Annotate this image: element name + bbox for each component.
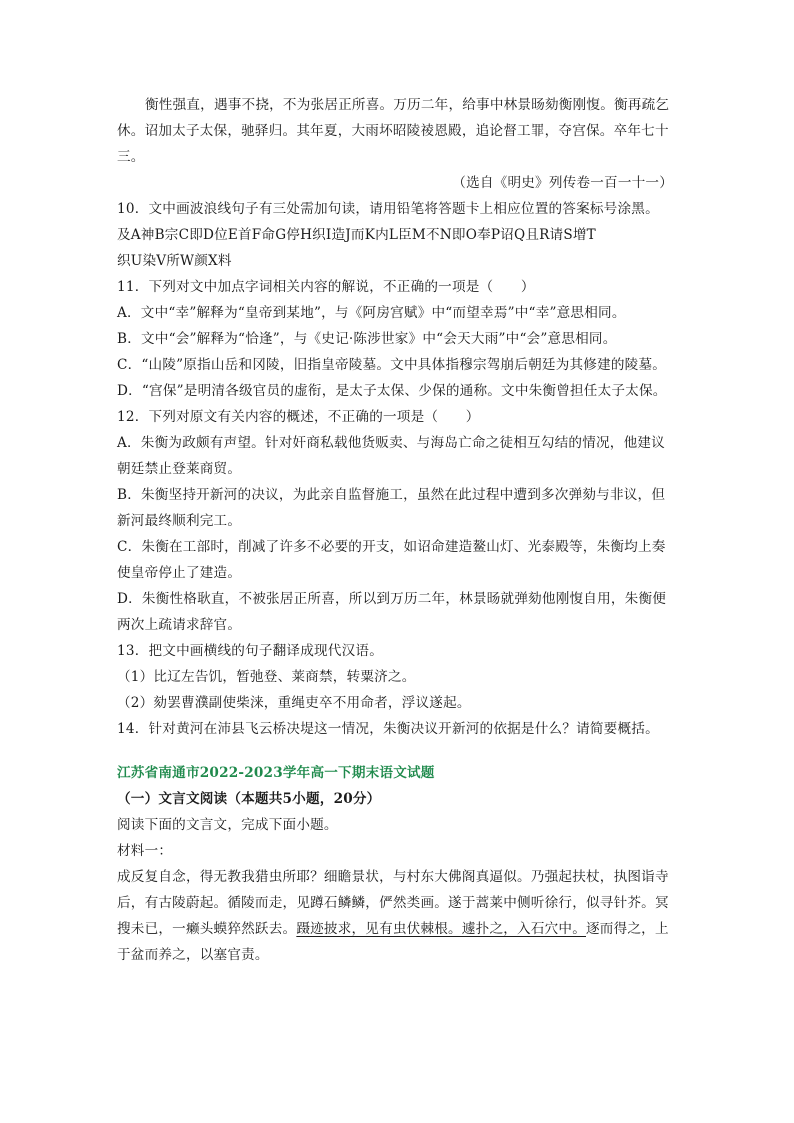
question-10-stem: 10．文中画波浪线句子有三处需加句读，请用铅笔将答题卡上相应位置的答案标号涂黑。 <box>117 201 659 217</box>
material-text-start: 成反复自念，得无教我猎虫所耶？细瞻景状，与村东大佛阁真逼似。乃强起扶杖，执图诣寺后，有古陵蔚起。循陵而走，见蹲石鳞鳞，俨然类画。遂于蒿莱中侧听徐行，似寻针芥。冥搜未已，一癞头蟆猝然跃去。 <box>117 869 669 937</box>
question-11-option-d: D．“宫保”是明清各级官员的虚衔，是太子太保、少保的通称。文中朱衡曾担任太子太保。 <box>117 383 667 399</box>
material-label: 材料一： <box>117 843 173 859</box>
question-12-option-b-line-1: B．朱衡坚持开新河的决议，为此亲自监督施工，虽然在此过程中遭到多次弹劾与非议，但 <box>117 487 666 503</box>
question-12-option-a-line-1: A．朱衡为政颇有声望。针对奸商私载他货贩卖、与海岛亡命之徒相互勾结的情况，他建议 <box>117 435 665 451</box>
question-10-line-2: 织U染V所W颜X料 <box>117 253 232 269</box>
material-text-end: 逐而得之，上于盆而养之，以塞官责。 <box>117 921 669 963</box>
question-12-option-b-line-2: 新河最终顺利完工。 <box>117 513 242 529</box>
passage-paragraph: 衡性强直，遇事不挠，不为张居正所喜。万历二年，给事中林景旸劾衡刚愎。衡再疏乞休。诏加太子太保，驰驿归。其年夏，大雨坏昭陵祾恩殿，追论督工罪，夺宫保。卒年七十三。 <box>117 97 670 165</box>
material-underlined-sentence: 蹑迹披求，见有虫伏棘根。遽扑之，入石穴中。 <box>296 921 586 937</box>
section-subheading: （一）文言文阅读（本题共5小题，20分） <box>117 791 381 807</box>
section-instruction: 阅读下面的文言文，完成下面小题。 <box>117 817 338 833</box>
question-14-stem: 14．针对黄河在沛县飞云桥决堤这一情况，朱衡决议开新河的依据是什么？请简要概括。 <box>117 721 659 737</box>
question-12-option-d-line-1: D．朱衡性格耿直，不被张居正所喜，所以到万历二年，林景旸就弹劾他刚愎自用，朱衡便 <box>117 591 667 607</box>
question-13-stem: 13．把文中画横线的句子翻译成现代汉语。 <box>117 643 383 659</box>
material-paragraph <box>117 864 677 968</box>
question-12-option-a-line-2: 朝廷禁止登莱商贸。 <box>117 461 242 477</box>
question-12-option-c-line-2: 使皇帝停止了建造。 <box>117 565 242 581</box>
question-11-option-a: A．文中“幸”解释为“皇帝到某地”，与《阿房宫赋》中“而望幸焉”中“幸”意思相同。 <box>117 305 626 321</box>
question-12-option-c-line-1: C．朱衡在工部时，削减了许多不必要的开支，如诏命建造鳌山灯、光泰殿等，朱衡均上奏 <box>117 539 666 555</box>
passage-source: （选自《明史》列传卷一百一十一） <box>452 175 673 191</box>
question-11-option-c: C．“山陵”原指山岳和冈陵，旧指皇帝陵墓。文中具体指穆宗驾崩后朝廷为其修建的陵墓。 <box>117 357 667 373</box>
question-10-line-1: 及A神B宗C即D位E首F命G停H织I造J而K内L臣M不N即O奉P诏Q且R请S增T <box>117 227 596 243</box>
question-13-sentence-2: （2）劾罢曹濮副使柴涞，重绳吏卒不用命者，浮议遂起。 <box>117 695 471 711</box>
question-12-stem: 12．下列对原文有关内容的概述，不正确的一项是（ ） <box>117 409 480 425</box>
question-13-sentence-1: （1）比辽左告饥，暂弛登、莱商禁，转粟济之。 <box>117 669 416 685</box>
section-heading: 江苏省南通市2022-2023学年高一下期末语文试题 <box>117 765 435 781</box>
document-page <box>117 92 677 968</box>
question-12-option-d-line-2: 两次上疏请求辞官。 <box>117 617 242 633</box>
question-11-stem: 11．下列对文中加点字词相关内容的解说，不正确的一项是（ ） <box>117 279 535 295</box>
question-11-option-b: B．文中“会”解释为“恰逢”，与《史记·陈涉世家》中“会天大雨”中“会”意思相同。 <box>117 331 617 347</box>
